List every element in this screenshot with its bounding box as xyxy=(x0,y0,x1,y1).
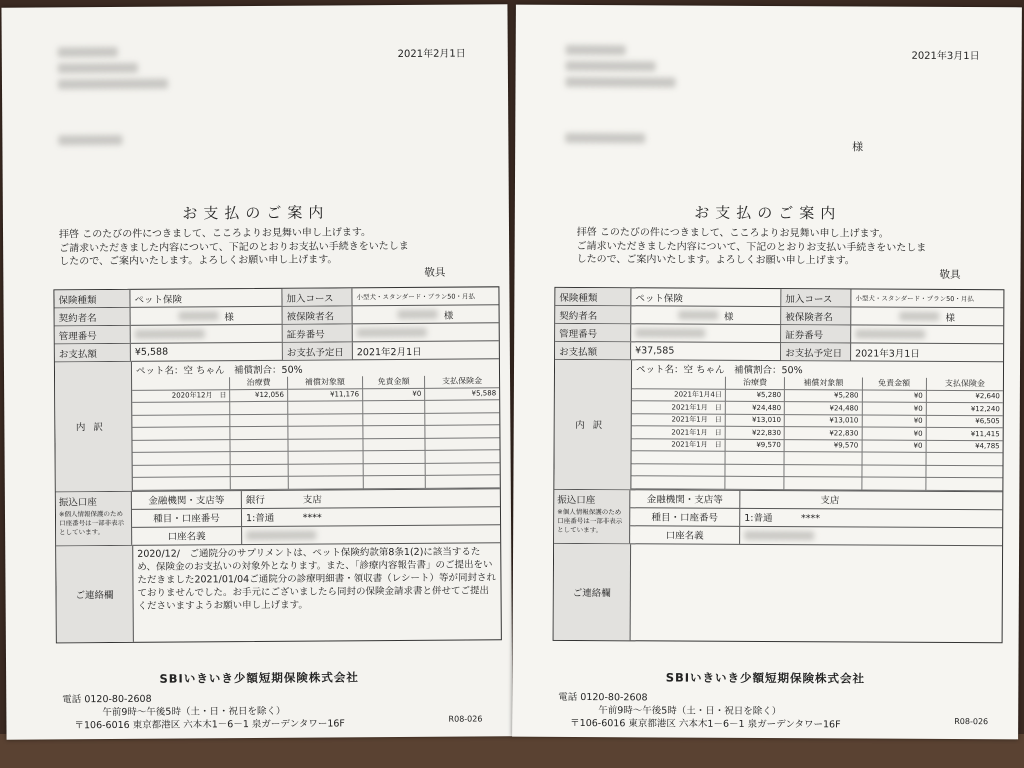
policy-number-value xyxy=(851,325,1003,343)
table-cell: 2021年1月 日 xyxy=(632,413,726,426)
table-cell xyxy=(288,413,363,426)
table-cell: ¥24,480 xyxy=(785,402,862,415)
bank-label xyxy=(56,491,132,545)
table-cell xyxy=(862,477,926,490)
redacted-address xyxy=(58,79,168,90)
label-management-number: 管理番号 xyxy=(555,324,631,341)
honorific: 様 xyxy=(723,311,734,323)
table-cell: ¥13,010 xyxy=(725,414,784,427)
redacted-address xyxy=(566,45,626,55)
table-cell xyxy=(363,425,425,438)
intro-text xyxy=(577,226,987,269)
table-cell xyxy=(725,451,784,464)
table-cell xyxy=(133,452,231,465)
label-policy-number: 証券番号 xyxy=(781,325,851,342)
table-cell xyxy=(784,477,861,490)
issue-date: 2021年2月1日 xyxy=(397,48,466,61)
desk-surface xyxy=(0,734,1024,768)
form-row xyxy=(555,306,1003,326)
table-cell: ¥0 xyxy=(362,388,424,401)
course-value: 小型犬・スタンダード・プラン50・月払 xyxy=(855,294,974,304)
table-cell: ¥9,570 xyxy=(725,439,784,452)
label-account-holder: 口座名義 xyxy=(132,527,242,545)
table-cell xyxy=(425,425,499,438)
closing-word: 敬具 xyxy=(939,268,961,282)
bank-label xyxy=(554,489,630,542)
form-code: R08-026 xyxy=(954,716,989,727)
table-cell: ¥0 xyxy=(862,427,926,440)
contractor-value xyxy=(631,306,781,324)
breakdown-table xyxy=(132,375,500,490)
breakdown-section xyxy=(554,360,1003,492)
table-cell xyxy=(862,464,926,477)
form-row xyxy=(132,525,500,545)
address: 〒106-6016 東京都港区 六本木1－6－1 泉ガーデンタワー16F xyxy=(570,717,841,731)
table-cell xyxy=(288,451,363,464)
table-cell: ¥22,830 xyxy=(784,427,861,440)
intro-line: したので、ご案内いたします。よろしくお願い申し上げます。 xyxy=(59,254,338,268)
table-cell xyxy=(230,426,288,439)
account-holder-value xyxy=(740,526,1002,544)
table-cell xyxy=(363,400,425,413)
hours: 午前9時〜午後5時（土・日・祝日を除く） xyxy=(598,705,782,718)
company-name: SBIいきいき少額短期保険株式会社 xyxy=(159,670,359,686)
bank-section xyxy=(56,489,500,546)
insurance-type-value: ペット保険 xyxy=(631,288,781,306)
label-payment-amount: お支払額 xyxy=(55,344,131,362)
table-cell: ¥6,505 xyxy=(926,415,1003,428)
column-header: 補償対象額 xyxy=(287,376,362,389)
management-number-value xyxy=(631,324,781,342)
table-cell xyxy=(132,427,230,440)
management-number-value xyxy=(131,325,283,343)
table-cell xyxy=(230,464,288,477)
table-cell xyxy=(133,464,231,477)
table-cell xyxy=(784,464,861,477)
column-header xyxy=(132,377,230,390)
label-payment-date: お支払予定日 xyxy=(781,343,851,360)
table-cell xyxy=(132,439,230,452)
redacted-name xyxy=(58,135,122,145)
table-cell xyxy=(287,401,362,414)
contractor-value xyxy=(131,307,283,325)
contact-text: 2020/12/ ご通院分のサプリメントは、ペット保険約款第8条1(2)に該当するため、保険金のお支払いの対象外となります。また、「診療内容報告書」のご提出をいただきました2021/01/04ご通院分の診療明細書・領収書（レシート）等が同封されておりませんでした。お手元にございましたら同封の保険金請求書と併せてご提出くださいますようお願い申し上げます。 xyxy=(137,545,497,612)
column-header: 治療費 xyxy=(725,377,784,389)
table-cell: 2021年1月 日 xyxy=(632,426,726,439)
table-cell xyxy=(425,462,499,475)
label-insurance-type: 保険種類 xyxy=(54,290,130,308)
table-cell xyxy=(230,401,288,414)
insurance-type-value: ペット保険 xyxy=(130,289,282,307)
table-cell: ¥5,588 xyxy=(425,387,499,400)
table-cell: 2021年1月 日 xyxy=(632,401,726,414)
table-cell xyxy=(926,477,1003,490)
table-cell xyxy=(725,464,784,477)
company-address xyxy=(62,691,345,732)
table-cell: ¥0 xyxy=(862,439,926,452)
label-course: 加入コース xyxy=(282,288,352,305)
label-account: 種目・口座番号 xyxy=(630,508,740,526)
table-row-empty xyxy=(133,475,500,490)
table-cell: ¥0 xyxy=(862,389,926,402)
form-row xyxy=(555,342,1003,362)
label-account-holder: 口座名義 xyxy=(630,526,740,544)
honorific: 様 xyxy=(945,312,956,324)
table-cell xyxy=(288,438,363,451)
table-cell xyxy=(725,476,784,489)
table-cell xyxy=(632,451,726,464)
intro-line: ご請求いただきました内容について、下記のとおりお支払い手続きをいたしま xyxy=(576,240,927,254)
table-cell xyxy=(230,439,288,452)
intro-line: 拝啓 このたびの件につきまして、こころよりお見舞い申し上げます。 xyxy=(576,227,889,240)
column-header: 補償対象額 xyxy=(785,377,862,389)
breakdown-section xyxy=(55,359,500,492)
company-address xyxy=(558,691,841,731)
institution-value: 支店 xyxy=(820,495,840,507)
table-cell xyxy=(288,463,363,476)
table-cell xyxy=(425,450,499,463)
table-cell: ¥9,570 xyxy=(784,439,861,452)
redacted-address xyxy=(58,63,138,74)
addressee-honorific: 様 xyxy=(852,140,864,154)
contact-label: ご連絡欄 xyxy=(56,545,134,642)
table-cell xyxy=(363,438,425,451)
intro-text xyxy=(59,226,469,269)
form-row xyxy=(630,526,1002,545)
label-management-number: 管理番号 xyxy=(55,326,131,344)
course-value: 小型犬・スタンダード・プラン50・月払 xyxy=(356,292,476,302)
bank-body xyxy=(630,490,1002,545)
payment-amount-value: ¥37,585 xyxy=(631,342,781,360)
table-cell xyxy=(132,402,230,415)
table-cell xyxy=(425,400,499,413)
account-holder-value xyxy=(242,525,500,544)
form-row xyxy=(630,490,1002,510)
table-cell xyxy=(631,463,725,476)
column-header xyxy=(632,376,726,388)
table-cell: ¥5,280 xyxy=(785,389,862,402)
table-cell: ¥11,415 xyxy=(926,427,1003,440)
breakdown-body xyxy=(631,360,1003,490)
redacted-address xyxy=(566,61,656,71)
table-cell xyxy=(926,452,1003,465)
table-cell xyxy=(926,465,1003,478)
breakdown-body xyxy=(132,359,500,490)
issue-date: 2021年3月1日 xyxy=(911,50,980,63)
table-cell xyxy=(230,451,288,464)
insured-value xyxy=(851,307,1003,325)
account-value: 1:普通 **** xyxy=(245,512,322,525)
table-cell xyxy=(363,463,425,476)
column-header: 治療費 xyxy=(230,377,288,389)
pet-info: ペット名：空 ちゃん 補償割合：50% xyxy=(135,364,303,377)
table-cell: 2021年1月4日 xyxy=(632,388,726,401)
intro-line: ご請求いただきました内容について、下記のとおりお支払い手続きをいたしま xyxy=(59,240,409,254)
table-cell xyxy=(230,414,288,427)
payment-date-value: 2021年2月1日 xyxy=(356,346,422,358)
contact-section xyxy=(554,543,1002,641)
label-institution: 金融機関・支店等 xyxy=(630,490,740,508)
pet-info: ペット名：空 ちゃん 補償割合：50% xyxy=(635,364,803,377)
bank-label-text: 振込口座 xyxy=(557,494,596,506)
bank-label-text: 振込口座 xyxy=(58,496,97,508)
payment-amount-value: ¥5,588 xyxy=(131,343,283,361)
table-cell: ¥12,240 xyxy=(926,402,1003,415)
label-insured: 被保険者名 xyxy=(283,306,353,323)
table-cell xyxy=(132,414,230,427)
table-cell: ¥0 xyxy=(862,402,926,415)
bank-section xyxy=(554,489,1002,545)
intro-line: 拝啓 このたびの件につきまして、こころよりお見舞い申し上げます。 xyxy=(58,227,372,241)
document-title: お支払のご案内 xyxy=(182,203,330,223)
form-row xyxy=(555,324,1003,344)
table-cell xyxy=(363,475,425,488)
label-payment-date: お支払予定日 xyxy=(283,342,353,359)
contact-label: ご連絡欄 xyxy=(554,543,632,639)
table-cell xyxy=(288,426,363,439)
closing-word: 敬具 xyxy=(424,266,446,279)
table-cell xyxy=(288,476,363,489)
form-code: R08-026 xyxy=(448,714,483,724)
table-cell: ¥11,176 xyxy=(287,388,362,401)
breakdown-label: 内訳 xyxy=(55,362,133,491)
redacted-name xyxy=(565,133,645,143)
table-row-empty xyxy=(631,476,1002,490)
column-header: 免責金額 xyxy=(862,377,926,389)
table-cell: ¥5,280 xyxy=(725,389,784,402)
table-cell: ¥2,640 xyxy=(926,390,1003,403)
contact-text xyxy=(631,544,1002,642)
company-name: SBIいきいき少額短期保険株式会社 xyxy=(665,670,866,686)
redacted-address xyxy=(58,47,118,57)
account-value: 1:普通 **** xyxy=(744,512,821,525)
table-cell xyxy=(363,413,425,426)
contact-section xyxy=(56,543,501,642)
breakdown-table xyxy=(631,376,1003,490)
insured-value xyxy=(353,305,499,323)
column-header: 支払保険金 xyxy=(926,378,1003,390)
table-cell: ¥4,785 xyxy=(926,440,1003,453)
payment-notice-mar xyxy=(512,5,1022,740)
table-cell xyxy=(363,450,425,463)
table-cell: ¥22,830 xyxy=(725,426,784,439)
document-title: お支払のご案内 xyxy=(694,203,842,223)
table-cell xyxy=(231,476,289,489)
bank-note: ※個人情報保護のため口座番号は一部非表示としています。 xyxy=(58,509,125,536)
table-cell xyxy=(862,452,926,465)
payment-date-value: 2021年3月1日 xyxy=(855,347,920,360)
form-row xyxy=(555,288,1003,308)
label-contractor: 契約者名 xyxy=(55,308,131,326)
table-cell xyxy=(425,412,499,425)
table-cell xyxy=(631,476,725,489)
payment-form xyxy=(553,287,1005,643)
phone: 電話 0120-80-2608 xyxy=(558,691,648,704)
label-policy-number: 証券番号 xyxy=(283,324,353,341)
address: 〒106-6016 東京都港区 六本木1－6－1 泉ガーデンタワー16F xyxy=(74,718,345,732)
honorific: 様 xyxy=(443,310,454,322)
table-cell xyxy=(784,452,861,465)
bank-body xyxy=(132,489,500,545)
label-payment-amount: お支払額 xyxy=(555,342,631,359)
breakdown-label: 内訳 xyxy=(554,360,632,489)
label-insurance-type: 保険種類 xyxy=(555,288,631,305)
table-cell: ¥13,010 xyxy=(784,414,861,427)
policy-number-value xyxy=(353,323,499,341)
column-header: 支払保険金 xyxy=(425,375,499,388)
table-cell xyxy=(133,477,231,490)
label-account: 種目・口座番号 xyxy=(132,509,242,527)
table-cell xyxy=(425,437,499,450)
table-cell xyxy=(425,475,499,488)
form-row xyxy=(630,508,1002,528)
table-cell: 2021年1月 日 xyxy=(632,438,726,451)
bank-note: ※個人情報保護のため口座番号は一部非表示としています。 xyxy=(557,507,623,534)
label-course: 加入コース xyxy=(781,289,851,306)
institution-value: 銀行 支店 xyxy=(245,494,322,507)
payment-form xyxy=(53,286,501,643)
honorific: 様 xyxy=(224,311,234,323)
redacted-address xyxy=(565,77,675,88)
phone: 電話 0120-80-2608 xyxy=(62,693,152,706)
table-cell: 2020年12月 日 xyxy=(132,389,230,402)
column-header: 免責金額 xyxy=(362,376,424,388)
table-cell: ¥12,056 xyxy=(230,389,288,402)
payment-notice-feb xyxy=(1,4,512,740)
table-cell: ¥0 xyxy=(862,414,926,427)
label-insured: 被保険者名 xyxy=(781,307,851,324)
label-contractor: 契約者名 xyxy=(555,306,631,323)
hours: 午前9時〜午後5時（土・日・祝日を除く） xyxy=(102,705,286,719)
intro-line: したので、ご案内いたします。よろしくお願い申し上げます。 xyxy=(576,254,855,267)
table-cell: ¥24,480 xyxy=(725,401,784,414)
label-institution: 金融機関・支店等 xyxy=(132,491,242,509)
